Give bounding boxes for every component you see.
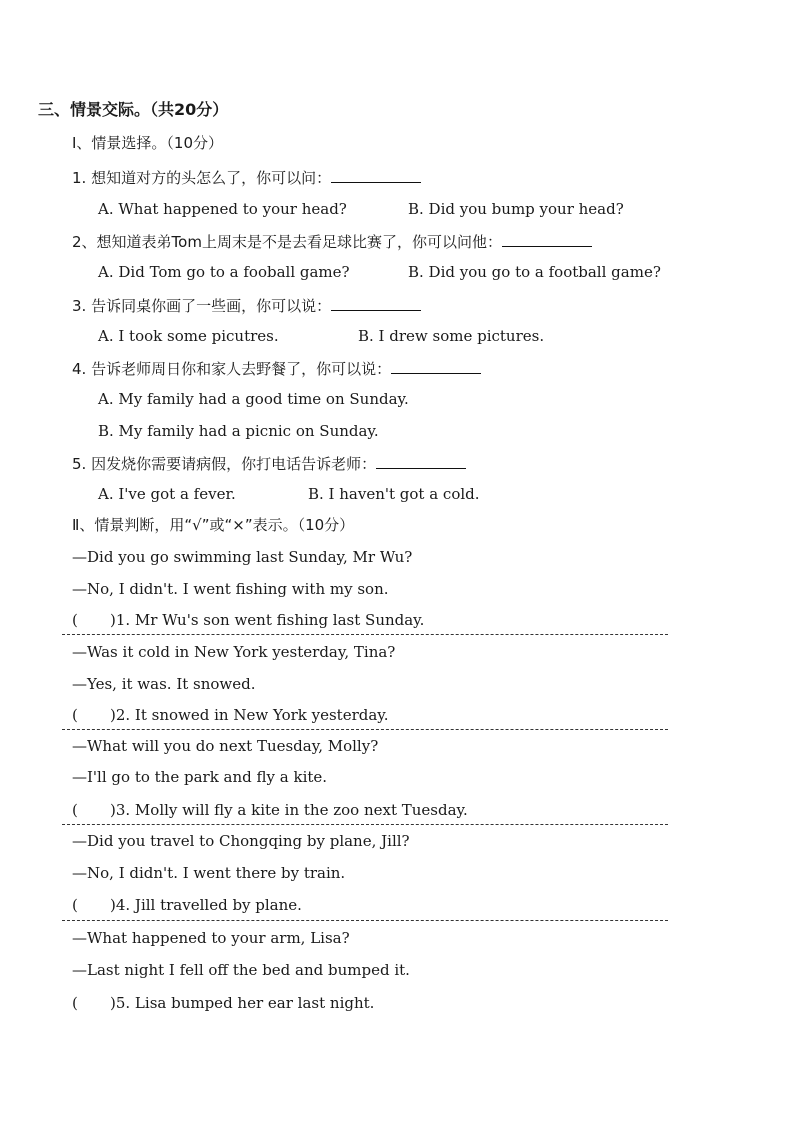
answer-paren-5[interactable]: ( bbox=[72, 994, 78, 1012]
dialogue-4-line-2: —No, I didn't. I went there by train. bbox=[72, 864, 346, 882]
section-title: 三、情景交际。（共20分） bbox=[38, 100, 229, 119]
statement-4-text: )4. Jill travelled by plane. bbox=[110, 896, 302, 914]
answer-paren-4[interactable]: ( bbox=[72, 896, 78, 914]
option-1a: A. What happened to your head? bbox=[98, 200, 347, 218]
divider bbox=[62, 920, 668, 921]
part1-title: Ⅰ、情景选择。（10分） bbox=[72, 134, 224, 152]
question-2 bbox=[72, 230, 592, 252]
dialogue-5-line-1: —What happened to your arm, Lisa? bbox=[72, 929, 350, 947]
dialogue-5-line-2: —Last night I fell off the bed and bumped it. bbox=[72, 961, 410, 979]
answer-paren-3[interactable]: ( bbox=[72, 801, 78, 819]
question-5-text: 5. 因发烧你需要请病假，你打电话告诉老师： bbox=[72, 455, 377, 473]
answer-blank-2[interactable] bbox=[502, 230, 592, 247]
answer-blank-4[interactable] bbox=[391, 357, 481, 374]
statement-2-text: )2. It snowed in New York yesterday. bbox=[110, 706, 389, 724]
answer-blank-5[interactable] bbox=[376, 452, 466, 469]
answer-blank-3[interactable] bbox=[331, 294, 421, 311]
statement-1 bbox=[72, 610, 424, 630]
option-4a: A. My family had a good time on Sunday. bbox=[98, 390, 409, 408]
option-3a: A. I took some picutres. bbox=[98, 327, 279, 345]
option-5a: A. I've got a fever. bbox=[98, 485, 236, 503]
answer-paren-1[interactable]: ( bbox=[72, 611, 78, 629]
dialogue-4-line-1: —Did you travel to Chongqing by plane, Jill? bbox=[72, 832, 410, 850]
question-3 bbox=[72, 294, 421, 316]
question-4 bbox=[72, 357, 481, 379]
answer-blank-1[interactable] bbox=[331, 166, 421, 183]
question-3-text: 3. 告诉同桌你画了一些画，你可以说： bbox=[72, 297, 332, 315]
statement-3 bbox=[72, 800, 468, 820]
statement-4 bbox=[72, 895, 302, 915]
question-2-text: 2、想知道表弟Tom上周末是不是去看足球比赛了，你可以问他： bbox=[72, 233, 502, 251]
question-1 bbox=[72, 166, 421, 188]
divider bbox=[62, 824, 668, 825]
part2-title: Ⅱ、情景判断，用“√”或“×”表示。（10分） bbox=[72, 516, 355, 534]
statement-2 bbox=[72, 705, 389, 725]
option-2b: B. Did you go to a football game? bbox=[408, 263, 661, 281]
question-1-text: 1. 想知道对方的头怎么了，你可以问： bbox=[72, 169, 332, 187]
statement-5-text: )5. Lisa bumped her ear last night. bbox=[110, 994, 375, 1012]
divider bbox=[62, 729, 668, 730]
answer-paren-2[interactable]: ( bbox=[72, 706, 78, 724]
dialogue-1-line-1: —Did you go swimming last Sunday, Mr Wu? bbox=[72, 548, 413, 566]
option-1b: B. Did you bump your head? bbox=[408, 200, 624, 218]
statement-3-text: )3. Molly will fly a kite in the zoo next Tuesday. bbox=[110, 801, 468, 819]
option-4b: B. My family had a picnic on Sunday. bbox=[98, 422, 379, 440]
question-4-text: 4. 告诉老师周日你和家人去野餐了，你可以说： bbox=[72, 360, 392, 378]
dialogue-3-line-1: —What will you do next Tuesday, Molly? bbox=[72, 737, 379, 755]
dialogue-1-line-2: —No, I didn't. I went fishing with my son. bbox=[72, 580, 389, 598]
statement-5 bbox=[72, 993, 374, 1013]
dialogue-2-line-2: —Yes, it was. It snowed. bbox=[72, 675, 256, 693]
option-5b: B. I haven't got a cold. bbox=[308, 485, 480, 503]
option-3b: B. I drew some pictures. bbox=[358, 327, 545, 345]
option-2a: A. Did Tom go to a fooball game? bbox=[98, 263, 350, 281]
question-5 bbox=[72, 452, 466, 474]
statement-1-text: )1. Mr Wu's son went fishing last Sunday. bbox=[110, 611, 425, 629]
dialogue-2-line-1: —Was it cold in New York yesterday, Tina? bbox=[72, 643, 396, 661]
dialogue-3-line-2: —I'll go to the park and fly a kite. bbox=[72, 768, 328, 786]
divider bbox=[62, 634, 668, 635]
